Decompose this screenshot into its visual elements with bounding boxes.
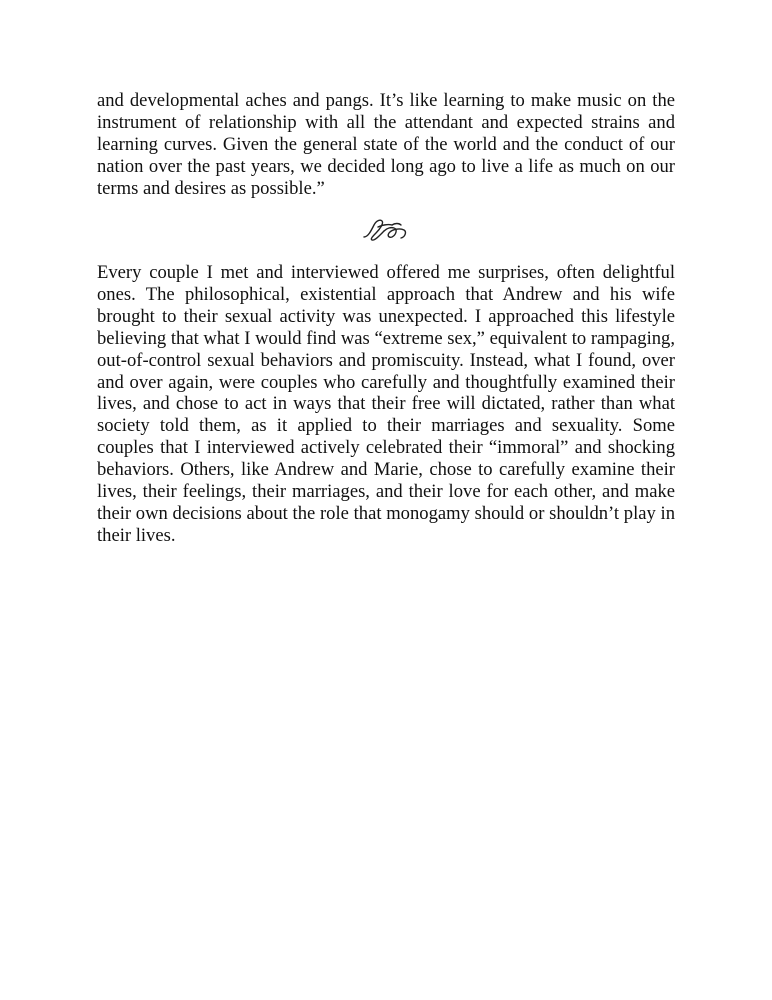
ornamental-flourish-icon <box>358 215 414 245</box>
paragraph-continuation: and developmental aches and pangs. It’s like learning to make music on the instrument of relationship with all the attendant and expected strains and learning curves. Given the general state of the world and the conduct of our nation over the past years, we decided long ago to live a life as much on our terms and desires as possible.” <box>97 90 675 199</box>
paragraph-body: Every couple I met and interviewed offered me surprises, often delightful ones. The philosophical, existential approach that Andrew and his wife brought to their sexual activity was unexpected. I approached this lifestyle believing that what I would find was “extreme sex,” equivalent to rampaging, out-of-control sexual behaviors and promiscuity. Instead, what I found, over and over again, were couples who carefully and thoughtfully examined their lives, and chose to act in ways that their free will dictated, rather than what society told them, as it applied to their marriages and sexuality. Some couples that I interviewed actively celebrated their “immoral” and shocking behaviors. Others, like Andrew and Marie, chose to carefully examine their lives, their feelings, their marriages, and their love for each other, and make their own decisions about the role that monogamy should or shouldn’t play in their lives. <box>97 262 675 546</box>
